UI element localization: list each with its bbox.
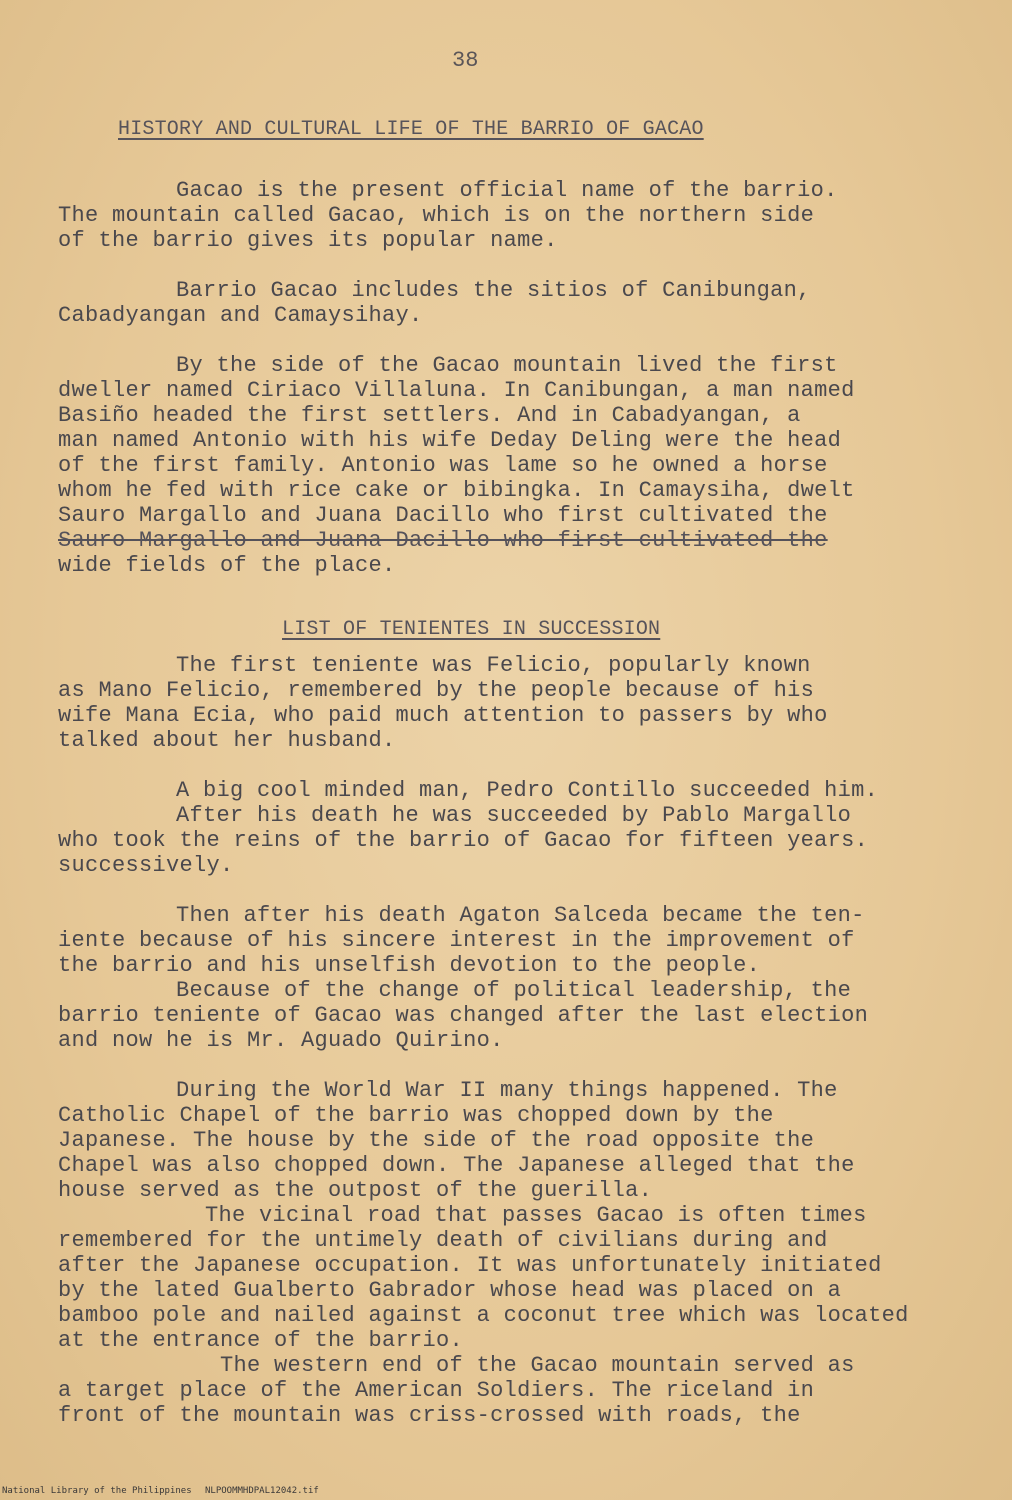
text-line: successively. [58,853,234,878]
text-line: A big cool minded man, Pedro Contillo succeeded him. [176,778,879,803]
document-title: HISTORY AND CULTURAL LIFE OF THE BARRIO OF GACAO [118,118,704,141]
text-line: and now he is Mr. Aguado Quirino. [58,1028,504,1053]
text-line: of the barrio gives its popular name. [58,228,558,253]
text-line: Cabadyangan and Camaysihay. [58,303,423,328]
text-line: dweller named Ciriaco Villaluna. In Canibungan, a man named [58,378,855,403]
text-line: at the entrance of the barrio. [58,1328,464,1353]
text-line: By the side of the Gacao mountain lived the first [176,353,838,378]
text-line: The western end of the Gacao mountain served as [220,1353,855,1378]
text-line: front of the mountain was criss-crossed with roads, the [58,1403,801,1428]
text-line: Because of the change of political leadership, the [176,978,852,1003]
footer-library-name: National Library of the Philippines [2,1486,192,1496]
text-line: The mountain called Gacao, which is on the northern side [58,203,815,228]
text-line: house served as the outpost of the guerilla. [58,1178,653,1203]
text-line: The vicinal road that passes Gacao is often times [205,1203,867,1228]
struck-text-line: Sauro Margallo and Juana Dacillo who first cultivated the [58,528,828,553]
text-line: Barrio Gacao includes the sitios of Canibungan, [176,278,811,303]
text-line: iente because of his sincere interest in the improvement of [58,928,855,953]
text-line: Chapel was also chopped down. The Japanese alleged that the [58,1153,855,1178]
text-line: wife Mana Ecia, who paid much attention to passers by who [58,703,828,728]
text-line: During the World War II many things happened. The [176,1078,838,1103]
text-line: after the Japanese occupation. It was unfortunately initiated [58,1253,882,1278]
text-line: of the first family. Antonio was lame so he owned a horse [58,453,828,478]
text-line: by the lated Gualberto Gabrador whose head was placed on a [58,1278,842,1303]
text-line: who took the reins of the barrio of Gacao for fifteen years. [58,828,869,853]
text-line: remembered for the untimely death of civilians during and [58,1228,828,1253]
text-line: Sauro Margallo and Juana Dacillo who first cultivated the [58,503,828,528]
text-line: a target place of the American Soldiers. The riceland in [58,1378,815,1403]
footer-file-name: NLPOOMMHDPAL12042.tif [205,1486,319,1496]
text-line: Basiño headed the first settlers. And in Cabadyangan, a [58,403,801,428]
text-line: After his death he was succeeded by Pablo Margallo [176,803,852,828]
page-number: 38 [452,48,479,73]
text-line: The first teniente was Felicio, popularly known [176,653,811,678]
text-line: talked about her husband. [58,728,396,753]
text-line: barrio teniente of Gacao was changed after the last election [58,1003,869,1028]
text-line: whom he fed with rice cake or bibingka. In Camaysiha, dwelt [58,478,855,503]
text-line: as Mano Felicio, remembered by the people because of his [58,678,815,703]
text-line: Catholic Chapel of the barrio was chopped down by the [58,1103,774,1128]
text-line: the barrio and his unselfish devotion to the people. [58,953,761,978]
text-line: Then after his death Agaton Salceda became the ten- [176,903,865,928]
section-title: LIST OF TENIENTES IN SUCCESSION [282,618,661,641]
text-line: wide fields of the place. [58,553,396,578]
text-line: bamboo pole and nailed against a coconut tree which was located [58,1303,909,1328]
text-line: man named Antonio with his wife Deday Deling were the head [58,428,842,453]
text-line: Japanese. The house by the side of the road opposite the [58,1128,815,1153]
text-line: Gacao is the present official name of the barrio. [176,178,838,203]
